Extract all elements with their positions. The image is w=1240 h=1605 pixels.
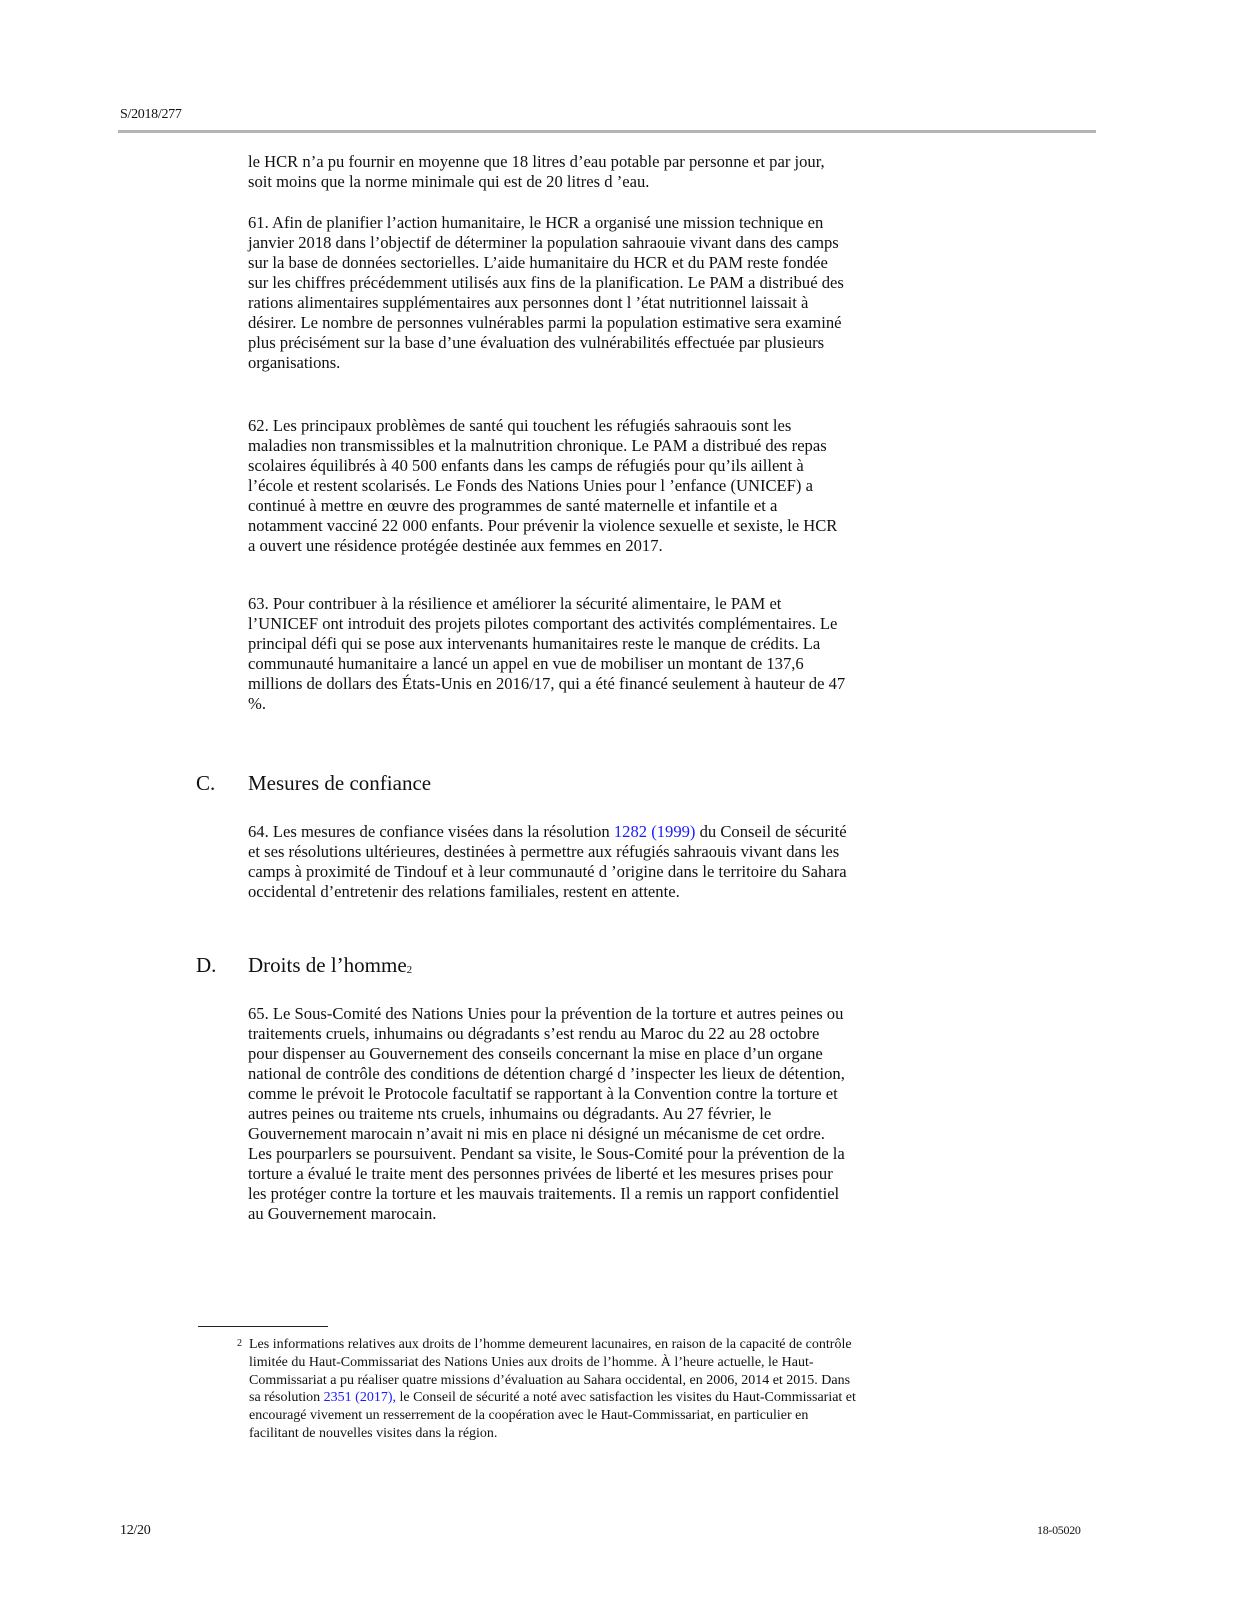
section-d-title-text: Droits de l’homme	[248, 953, 407, 977]
paragraph-62	[248, 416, 848, 556]
paragraph-text: le HCR n’a pu fournir en moyenne que 18 litres d’eau potable par personne et par jour, soit moins que la norme minimale qui est de 20 litres d ’eau.	[248, 152, 825, 191]
footnote-text-after: le Conseil de sécurité a noté avec satisfaction les visites du Haut-Commissariat et encouragé vivement un resserrement de la coopération avec le Haut-Commissariat, en particulier en facilitant de nouvelles visites dans la région.	[249, 1390, 856, 1441]
footnote-2	[249, 1336, 859, 1443]
paragraph-61	[248, 213, 848, 373]
footnote-separator	[198, 1326, 328, 1327]
paragraph-text: 62. Les principaux problèmes de santé qui touchent les réfugiés sahraouis sont les maladies non transmissibles et la malnutrition chronique. Le PAM a distribué des repas scolaires équilibrés à 40 500 enfants dans les camps de réfugiés pour qu’ils aillent à l’école et restent scolarisés. Le Fonds des Nations Unies pour l ’enfance (UNICEF) a continué à mettre en œuvre des programmes de santé maternelle et infantile et a notamment vacciné 22 000 enfants. Pour prévenir la violence sexuelle et sexiste, le HCR a ouvert une résidence protégée destinée aux femmes en 2017.	[248, 416, 838, 555]
paragraph-65	[248, 1004, 848, 1224]
section-d-letter: D.	[196, 953, 217, 977]
paragraph-64	[248, 822, 848, 902]
paragraph-text: 61. Afin de planifier l’action humanitaire, le HCR a organisé une mission technique en janvier 2018 dans l’objectif de déterminer la population sahraouie vivant dans des camps sur la base de données sectorielles. L’aide humanitaire du HCR et du PAM reste fondée sur les chiffres précédemment utilisés aux fins de la planification. Le PAM a distribué des rations alimentaires supplémentaires aux personnes dont l ’état nutritionnel laissait à désirer. Le nombre de personnes vulnérables parmi la population estimative sera examiné plus précisément sur la base d’une évaluation des vulnérabilités effectuée par plusieurs organisations.	[248, 213, 844, 372]
paragraph-60-continued	[248, 152, 848, 192]
header-rule	[118, 130, 1096, 133]
footnote-reference-2[interactable]: 2	[406, 964, 413, 976]
resolution-2351-link[interactable]: 2351 (2017),	[323, 1390, 396, 1406]
resolution-1282-link[interactable]: 1282 (1999)	[613, 822, 696, 841]
section-c-title: Mesures de confiance	[248, 771, 432, 795]
paragraph-64-text-after: du Conseil de sécurité et ses résolutions ultérieures, destinées à permettre aux réfugiés sahraouis vivant dans les camps à proximité de Tindouf et à leur communauté d ’origine dans le territoire du Sahara occidental d’entretenir des relations familiales, restent en attente.	[248, 822, 847, 901]
section-c-letter: C.	[196, 771, 216, 795]
footnote-mark: 2	[237, 1338, 242, 1349]
document-symbol: S/2018/277	[120, 107, 182, 122]
paragraph-63	[248, 594, 848, 714]
section-d-title	[248, 953, 412, 978]
paragraph-text: 63. Pour contribuer à la résilience et améliorer la sécurité alimentaire, le PAM et l’UNICEF ont introduit des projets pilotes comportant des activités complémentaires. Le principal défi qui se pose aux intervenants humanitaires reste le manque de crédits. La communauté humanitaire a lancé un appel en vue de mobiliser un montant de 137,6 millions de dollars des États-Unis en 2016/17, qui a été financé seulement à hauteur de 47 %.	[248, 594, 846, 713]
page-number: 12/20	[120, 1523, 151, 1538]
paragraph-text: 65. Le Sous-Comité des Nations Unies pour la prévention de la torture et autres peines ou traitements cruels, inhumains ou dégradants s’est rendu au Maroc du 22 au 28 octobre pour dispenser au Gouvernement des conseils concernant la mise en place d’un organe national de contrôle des conditions de détention chargé d ’inspecter les lieux de détention, comme le prévoit le Protocole facultatif se rapportant à la Convention contre la torture et autres peines ou traiteme nts cruels, inhumains ou dégradants. Au 27 février, le Gouvernement marocain n’avait ni mis en place ni désigné un mécanisme de cet ordre. Les pourparlers se poursuivent. Pendant sa visite, le Sous-Comité pour la prévention de la torture a évalué le traite ment des personnes privées de liberté et les mesures prises pour les protéger contre la torture et les mauvais traitements. Il a remis un rapport confidentiel au Gouvernement marocain.	[248, 1004, 845, 1223]
job-number: 18-05020	[1037, 1523, 1081, 1537]
footnote-text-before: Les informations relatives aux droits de l’homme demeurent lacunaires, en raison de la capacité de contrôle limitée du Haut-Commissariat des Nations Unies aux droits de l’homme. À l’heure actuelle, le Haut-Commissariat a pu réaliser quatre missions d’évaluation au Sahara occidental, en 2006, 2014 et 2015. Dans sa résolution	[249, 1337, 852, 1406]
paragraph-text	[248, 822, 848, 902]
paragraph-64-text-before: 64. Les mesures de confiance visées dans la résolution	[248, 822, 614, 841]
